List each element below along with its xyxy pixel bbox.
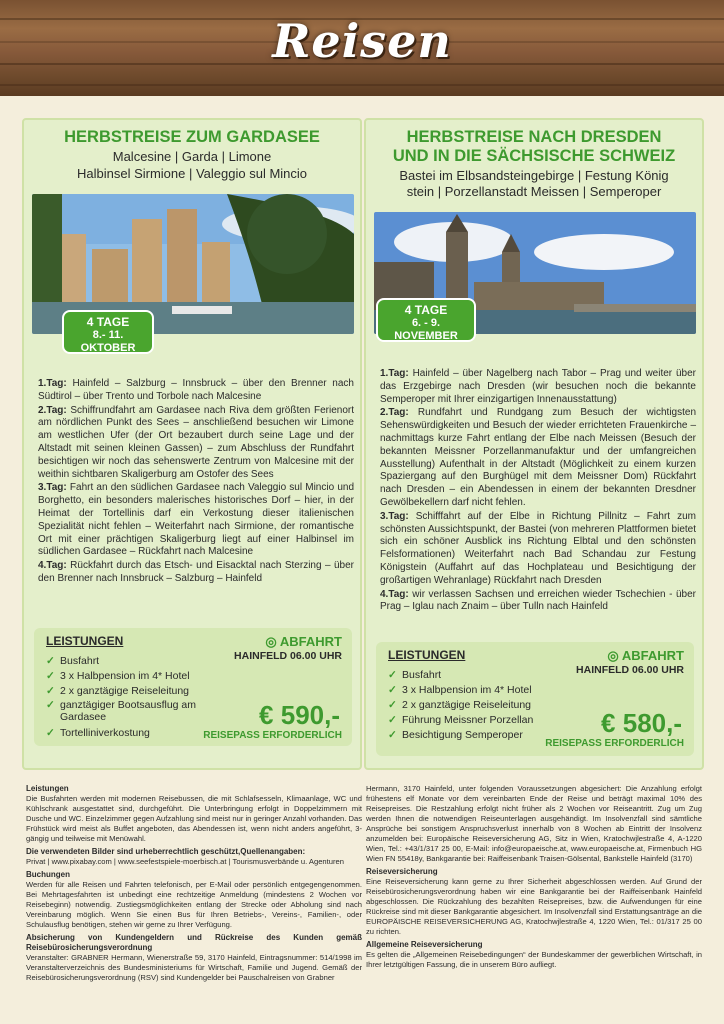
- check-icon: ✓: [388, 669, 397, 681]
- passport-note: REISEPASS ERFORDERLICH: [545, 738, 684, 749]
- list-item: ✓ Tortelliniverkostung: [46, 727, 150, 739]
- list-item: ✓ Busfahrt: [388, 669, 442, 681]
- terms-heading: Allgemeine Reiseversicherung: [366, 940, 483, 949]
- services-list: [46, 654, 226, 741]
- departure-time: HAINFELD 06.00 UHR: [234, 650, 342, 662]
- terms-heading: Buchungen: [26, 870, 70, 879]
- list-item: ✓ 2 x ganztägige Reiseleitung: [388, 699, 532, 711]
- check-icon: ✓: [388, 699, 397, 711]
- terms-text: Die Busfahrten werden mit modernen Reisebussen, die mit Schlafsesseln, Klimaanlage, WC und Kühlschrank ausgestattet sind, durchgeführt. Die Unterbringung erfolgt in Doppelzimmern mit Dusche und WC. Einzelzimmer gegen Aufzahlung sind meist nur in geringer Anzahl vorhanden. Das Frühstück wird meist als Buffet angeboten, das Abendessen ist, wenn nicht anders angeführt, 3-gängig und teilweise mit Menüwahl.: [26, 794, 362, 843]
- trip-title: UND IN DIE SÄCHSISCHE SCHWEIZ: [392, 147, 676, 165]
- terms-text: Werden für alle Reisen und Fahrten telefonisch, per E-Mail oder persönlich entgegengenommen. Bei Mehrtagesfahrten ist unbedingt eine rechtzeitige Anmeldung (mindestens 2 Wochen vor Reisebeginn) notwendig. Zustiegsmöglichkeiten entlang der Strecke oder Abholung sind nach Vereinbarung möglich. Wenn Sie einen Bus für Ihren Betriebs-, Vereins-, Familien-, oder Schulausflug benötigen, stehen wir gerne zu Ihrer Verfügung.: [26, 880, 362, 929]
- itinerary-day: 4.Tag: wir verlassen Sachsen und erreichen wieder Tschechien - über Prag – Iglau nach Znaim – über Tulln nach Hainfeld: [380, 588, 696, 613]
- badge-dates: 6. - 9.: [411, 317, 441, 329]
- itinerary: [38, 378, 354, 587]
- itinerary-day: 4.Tag: Rückfahrt durch das Etsch- und Eisacktal nach Sterzing – über den Brenner nach Innsbruck – Salzburg – Hainfeld: [38, 560, 354, 584]
- services-box: [34, 628, 352, 746]
- list-item: ✓ 3 x Halbpension im 4* Hotel: [388, 684, 532, 696]
- services-heading: LEISTUNGEN: [388, 648, 466, 662]
- check-icon: ✓: [46, 670, 55, 682]
- list-item: ✓ Führung Meissner Porzellan: [388, 714, 534, 726]
- trip-subtitle: Halbinsel Sirmione | Valeggio sul Mincio: [76, 166, 308, 181]
- terms-left: [26, 784, 362, 986]
- terms-text: Privat | www.pixabay.com | www.seefestspiele-moerbisch.at | Tourismusverbände u. Agenturen: [26, 857, 344, 866]
- terms-heading: Leistungen: [26, 784, 69, 793]
- terms-text: Veranstalter: GRABNER Hermann, Wienerstraße 59, 3170 Hainfeld, Eintragsnummer: 514/1998 im Veranstalterverzeichnis des Bundesministeriums für Wirtschaft, Familie und Jugend. Gemäß der Reisebürosicherungsverordnung (RSV) sind Kundengelder bei Pauschalreisen von Grabner: [26, 953, 362, 982]
- trip-subtitle: stein | Porzellanstadt Meissen | Semperoper: [406, 184, 662, 199]
- badge-dates: 8.- 11.: [92, 329, 124, 341]
- departure-info: [234, 634, 342, 662]
- trip-subtitle: Bastei im Elbsandsteingebirge | Festung König: [399, 168, 669, 183]
- header-banner: [0, 0, 724, 96]
- trip-dates-badge: [62, 310, 154, 354]
- itinerary-day: 2.Tag: Schiffrundfahrt am Gardasee nach Riva dem größten Ferienort am nördlichen Punkt des Sees – anschließend besuchen wir Limone am westlichen Ufer (der Ort bezaubert durch seine Lage und der Altstadt mit seinen kleinen Gassen) – zum Abschluss der Rundfahrt besichtigen wir noch das sehenswerte Zentrum von Malcesine mit der weithin sichtbaren Skaligerburg am Ostofer des Sees: [38, 404, 354, 480]
- itinerary: [380, 368, 696, 615]
- terms-heading: Absicherung von Kundengeldern und Rückreise des Kunden gemäß Reisebürosicherungsverordnung: [26, 933, 362, 952]
- itinerary-day: 3.Tag: Schifffahrt auf der Elbe in Richtung Pillnitz – Fahrt zum schönsten Aussichtspunkt, der Bastei (von mehreren Plattformen bietet sich ein schöner Ausblick ins Richtung Elbtal und den schönsten Felsformationen) Weiterfahrt nach Bad Schandau zur Festung Königstein (Auffahrt auf das Hochplateau und Besichtigung der großartigen Wehranlage) Rückfahrt nach Dresden: [380, 510, 696, 586]
- list-item: ✓ ganztägiger Bootsausflug am Gardasee: [46, 699, 197, 723]
- list-item: ✓ Busfahrt: [46, 655, 100, 667]
- badge-month: NOVEMBER: [394, 330, 458, 342]
- list-item: ✓ Besichtigung Semperoper: [388, 729, 523, 741]
- trip-title: HERBSTREISE ZUM GARDASEE: [64, 128, 320, 146]
- departure-label: ABFAHRT: [279, 634, 342, 649]
- itinerary-day: 1.Tag: Hainfeld – Salzburg – Innsbruck – über den Brenner nach Südtirol – über Trento und Torbole nach Malcesine: [38, 378, 354, 402]
- services-box: [376, 642, 694, 756]
- check-icon: ✓: [46, 685, 55, 697]
- trip-card-gardasee: [22, 118, 362, 770]
- departure-info: [576, 648, 684, 676]
- terms-right: [366, 784, 702, 973]
- terms-heading: Die verwendeten Bilder sind urheberrechtlich geschützt,Quellenangaben:: [26, 847, 306, 856]
- trip-title: HERBSTREISE NACH DRESDEN: [406, 128, 662, 146]
- badge-month: OKTOBER: [80, 342, 136, 354]
- itinerary-day: 3.Tag: Fahrt an den südlichen Gardasee nach Valeggio sul Mincio und Borghetto, ein besonders malerisches historisches Dorf – hier, in der Heimat der Tortellinis darf ein Verkostung dieser italienischen Spezialität nicht fehlen – Weiterfahrt nach Sirmione, der romantische Ort mit einer prächtigen Skaligerburg liegt auf einer Halbinsel im südlichen Gardasee – Rückfahrt nach Malcesine: [38, 482, 355, 558]
- terms-heading: Reiseversicherung: [366, 867, 438, 876]
- check-icon: ✓: [46, 699, 55, 711]
- page-title: Reisen: [272, 14, 452, 68]
- passport-note: REISEPASS ERFORDERLICH: [203, 730, 342, 741]
- badge-duration: 4 TAGE: [86, 315, 130, 329]
- services-heading: LEISTUNGEN: [46, 634, 124, 648]
- bus-clock-icon: ◎: [265, 634, 277, 649]
- list-item: ✓ 3 x Halbpension im 4* Hotel: [46, 670, 190, 682]
- itinerary-day: 2.Tag: Rundfahrt und Rundgang zum Besuch der wichtigsten Sehenswürdigkeiten und Besuch der wieder errichteten Frauenkirche – nachmittags kurze Fahrt entlang der Elbe nach Meissen (Besuch der bekannten Meissner Porzellanmanufaktur und der umfangreichen Ausstellung) Aufenthalt in der Altstadt (Möglichkeit zu einem kurzen Spaziergang auf den Burghügel mit dem Meissner Dom) Rückfahrt nach Dresden – ein Abendessen in einem der bekannten Dresdner Gewölbekellern darf nicht fehlen.: [380, 407, 697, 508]
- trip-card-dresden: [364, 118, 704, 770]
- badge-duration: 4 TAGE: [404, 303, 448, 317]
- price: € 580,-: [601, 708, 682, 738]
- bus-clock-icon: ◎: [607, 648, 619, 663]
- departure-time: HAINFELD 06.00 UHR: [576, 664, 684, 676]
- trip-subtitle: Malcesine | Garda | Limone: [112, 149, 272, 164]
- price: € 590,-: [259, 700, 340, 730]
- services-list: [388, 668, 568, 743]
- check-icon: ✓: [46, 655, 55, 667]
- check-icon: ✓: [388, 684, 397, 696]
- terms-text: Es gelten die „Allgemeinen Reisebedingungen“ der Bundeskammer der gewerblichen Wirtschaft, in Ihrer letztgültigen Fassung, die in unserem Büro aufliegt.: [366, 950, 702, 969]
- terms-text: Hermann, 3170 Hainfeld, unter folgenden Voraussetzungen abgesichert: Die Anzahlung erfolgt frühestens elf Monate vor dem vereinbarten Ende der Reise und beträgt maximal 10% des Reisepreises. Die Restzahlung erfolgt nicht früher als 2 Wochen vor Reiseantritt. Zug um Zug werden Ihnen die notwendigen Reiseunterlagen ausgehändigt. Im Insolvenzfall sind sämtliche Ansprüche bei sonstigem Anspruchsverlust innerhalb von 8 Wochen ab Eintritt der Insolvenz anzumelden bei: Europäische Reiseversicherung AG, Sitz in Wien, Kratochwjlestraße 4, A-1220 Wien, Tel.: +43/1/317 25 00, E-Mail: info@europaeische.at, www.europaeische.at, Firmenbuch HG Wien FN 55418y, Bankgarantie bei: Raiffeisenbank Traisen-Gölsental, Bankstelle Hainfeld (3170): [366, 784, 702, 863]
- itinerary-day: 1.Tag: Hainfeld – über Nagelberg nach Tabor – Prag und weiter über das Erzgebirge nach Dresden (wir besuchen noch die bekannte Semperoper mit Ihrer einzigartigen Innenausstattung): [380, 368, 696, 405]
- trip-dates-badge: [376, 298, 476, 342]
- departure-label: ABFAHRT: [621, 648, 684, 663]
- list-item: ✓ 2 x ganztägige Reiseleitung: [46, 685, 190, 697]
- check-icon: ✓: [388, 729, 397, 741]
- terms-text: Eine Reiseversicherung kann gerne zu Ihrer Sicherheit abgeschlossen werden. Auf Grund der Reisebürosicherungsverordnung haben wir eine Bankgarantie bei der Raiffeisenbank Hainfeld abgeschlossen. Die Rückzahlung des bezahlten Reisepreises, bzw. die Aufwendungen für eine Rückreise sind mit dieser Bankgarantie abgesichert. Im Insolvenzfall sind Erstattungsanträge an die EUROPÄISCHE REISEVERSICHERUNG AG, Kratochwjlestraße 4, 1220 Wien, Tel.: 01/317 25 00 zu richten.: [366, 877, 702, 936]
- check-icon: ✓: [46, 727, 55, 739]
- check-icon: ✓: [388, 714, 397, 726]
